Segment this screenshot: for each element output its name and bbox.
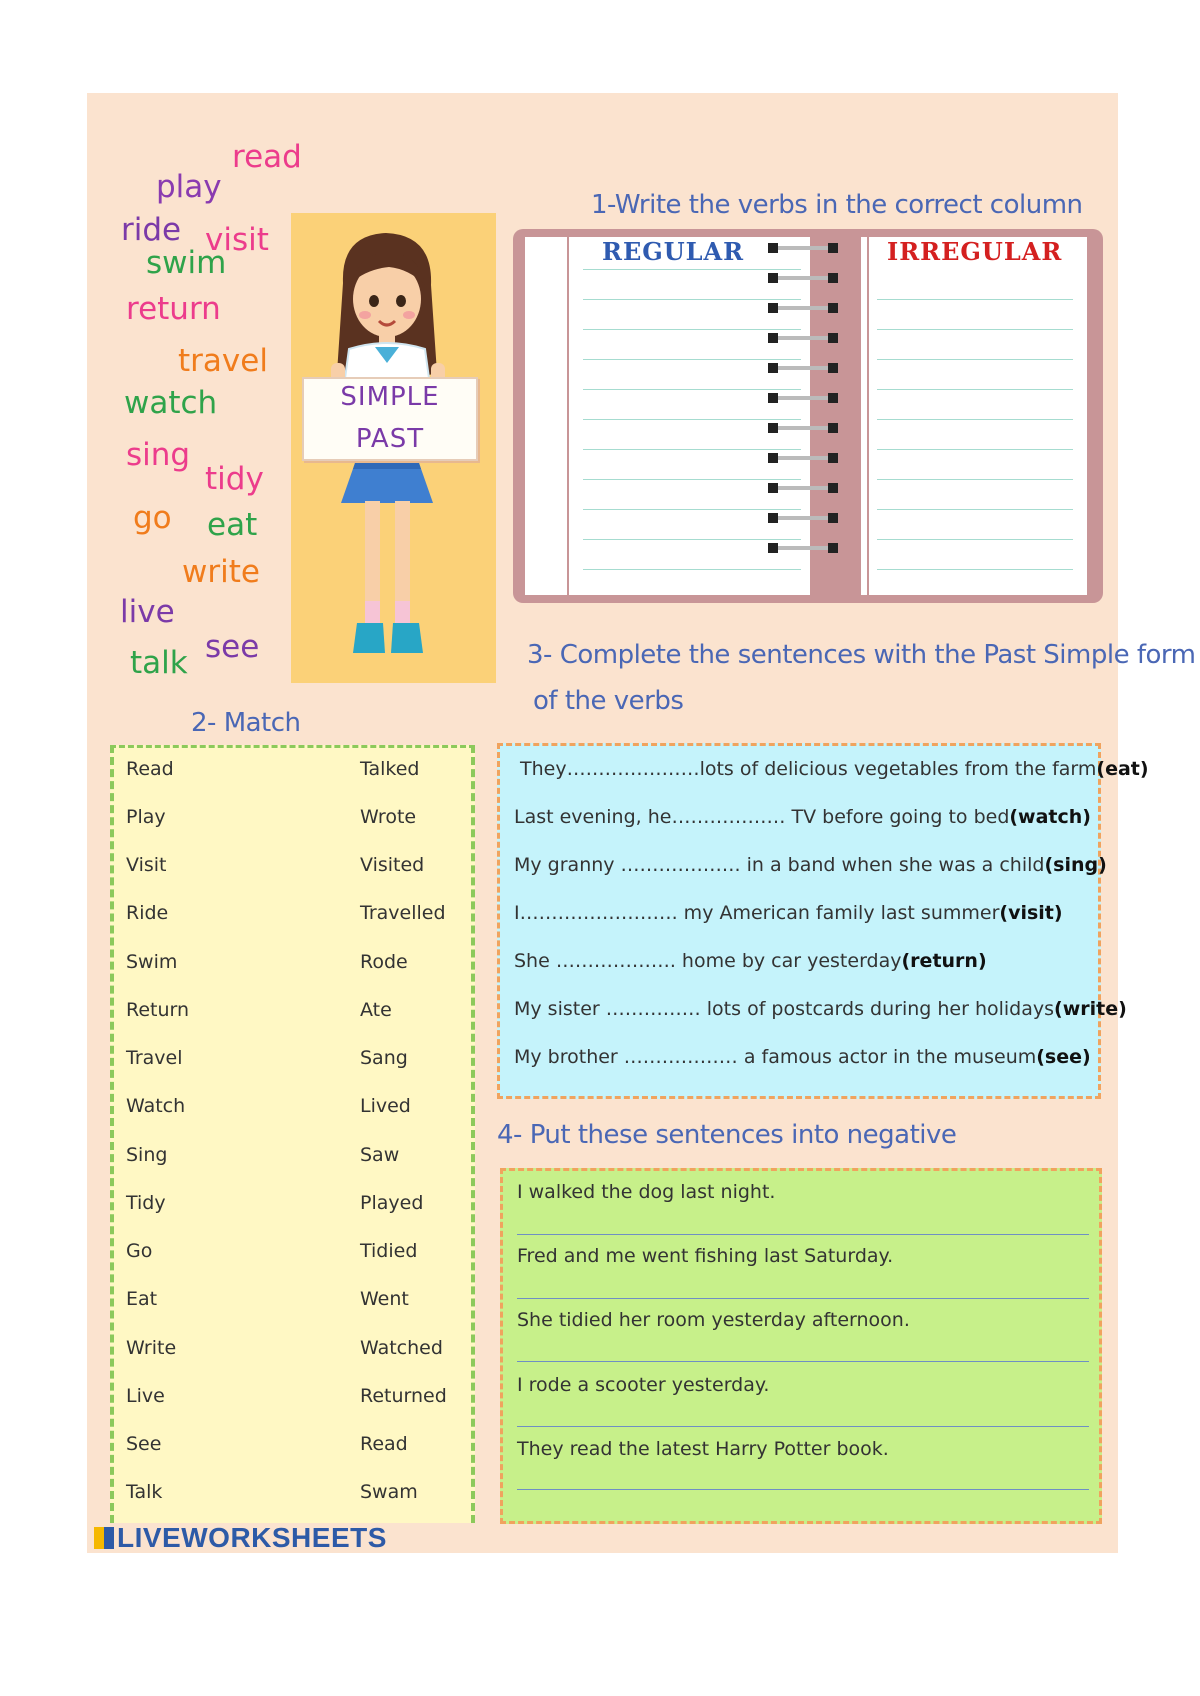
liveworksheets-logo-icon [94,1527,114,1549]
match-right-item[interactable]: Visited [360,854,425,876]
answer-line[interactable] [517,1426,1089,1427]
exercise-3-heading-line-2: of the verbs [533,686,684,716]
word-read: read [232,139,302,175]
sentence-item[interactable] [514,1046,1091,1068]
match-right-item[interactable]: Saw [360,1144,400,1166]
word-live: live [120,594,175,630]
liveworksheets-logo [94,1522,387,1554]
answer-line[interactable] [517,1361,1089,1362]
match-right-item[interactable]: Read [360,1433,408,1455]
simple-past-sign [302,377,478,461]
sentence-item[interactable] [514,806,1091,828]
match-left-item[interactable]: Write [126,1337,177,1359]
notebook [513,229,1103,603]
match-right-item[interactable]: Rode [360,951,408,973]
match-left-item[interactable]: Ride [126,902,169,924]
answer-line[interactable] [517,1298,1089,1299]
sentence-item[interactable] [520,758,1149,780]
exercise-1-heading: 1-Write the verbs in the correct column [591,190,1083,220]
sentence-text: Last evening, he……………… TV before going to bed [514,806,1010,828]
exercise-4-heading: 4- Put these sentences into negative [497,1120,957,1150]
word-play: play [156,169,222,205]
complete-sentences-box [497,743,1149,1099]
match-left-item[interactable]: Eat [126,1288,158,1310]
match-left-item[interactable]: Visit [126,854,167,876]
match-left-item[interactable]: Swim [126,951,178,973]
sentence-item[interactable] [514,950,987,972]
match-right-item[interactable]: Lived [360,1095,411,1117]
sentence-text: My brother ……………… a famous actor in the museum [514,1046,1037,1068]
match-right-item[interactable]: Watched [360,1337,443,1359]
match-right-item[interactable]: Travelled [360,902,446,924]
match-left-item[interactable]: Live [126,1385,165,1407]
negative-sentence: I walked the dog last night. [517,1181,776,1203]
negative-sentence: Fred and me went fishing last Saturday. [517,1245,894,1267]
sentence-text: My granny ………………. in a band when she was a child [514,854,1045,876]
match-right-item[interactable]: Returned [360,1385,447,1407]
sentence-verb: (return) [901,950,987,972]
word-sing: sing [126,437,191,473]
match-right-item[interactable]: Talked [360,758,420,780]
sign-line-2: PAST [355,424,425,454]
sign-line-1: SIMPLE [340,382,440,412]
exercise-3-heading-line-1: 3- Complete the sentences with the Past Simple form [527,640,1196,670]
negative-sentence: They read the latest Harry Potter book. [517,1438,889,1460]
sentence-text: They…………………lots of delicious vegetables from the farm [520,758,1097,780]
match-left-item[interactable]: Talk [126,1481,163,1503]
match-left-item[interactable]: See [126,1433,162,1455]
match-left-item[interactable]: Read [126,758,174,780]
sentence-text: I……………………. my American family last summer [514,902,1000,924]
match-left-item[interactable]: Watch [126,1095,186,1117]
match-right-item[interactable]: Sang [360,1047,408,1069]
match-left-item[interactable]: Tidy [126,1192,166,1214]
irregular-page [861,237,1087,595]
word-talk: talk [130,645,188,681]
match-right-item[interactable]: Went [360,1288,409,1310]
match-right-item[interactable]: Played [360,1192,424,1214]
margin-line [867,237,869,595]
match-left-item[interactable]: Travel [126,1047,183,1069]
word-see: see [205,629,260,665]
exercise-2-heading: 2- Match [191,708,301,738]
sentence-item[interactable] [514,902,1063,924]
sentence-item[interactable] [514,854,1107,876]
word-tidy: tidy [205,461,264,497]
regular-page [525,237,810,595]
sentence-verb: (write) [1054,998,1127,1020]
sentence-item[interactable] [514,998,1127,1020]
sentence-verb: (visit) [999,902,1063,924]
negative-sentence: She tidied her room yesterday afternoon. [517,1309,910,1331]
match-right-item[interactable]: Tidied [360,1240,418,1262]
sentence-verb: (eat) [1096,758,1149,780]
sentence-text: My sister …………… lots of postcards during her holidays [514,998,1055,1020]
word-travel: travel [178,343,268,379]
word-go: go [133,500,172,536]
word-visit: visit [205,222,269,258]
match-box [110,745,475,1523]
answer-line[interactable] [517,1489,1089,1490]
regular-column-label: REGULAR [602,237,745,266]
margin-line [567,237,569,595]
sentence-verb: (watch) [1009,806,1091,828]
brand-text: LIVEWORKSHEETS [117,1522,387,1553]
word-ride: ride [121,212,182,248]
word-eat: eat [207,507,258,543]
sentence-verb: (see) [1036,1046,1091,1068]
match-left-item[interactable]: Play [126,806,166,828]
word-return: return [126,291,221,327]
match-right-item[interactable]: Swam [360,1481,418,1503]
answer-line[interactable] [517,1234,1089,1235]
irregular-column-label: IRREGULAR [887,237,1063,266]
match-left-item[interactable]: Go [126,1240,153,1262]
match-left-item[interactable]: Return [126,999,190,1021]
sentence-text: She ………………. home by car yesterday [514,950,902,972]
word-write: write [182,554,260,590]
match-right-item[interactable]: Wrote [360,806,417,828]
sentence-verb: (sing) [1044,854,1107,876]
negative-sentences-box [500,1168,1102,1524]
word-watch: watch [124,385,218,421]
negative-sentence: I rode a scooter yesterday. [517,1374,770,1396]
word-swim: swim [146,245,227,281]
match-left-item[interactable]: Sing [126,1144,168,1166]
match-right-item[interactable]: Ate [360,999,392,1021]
